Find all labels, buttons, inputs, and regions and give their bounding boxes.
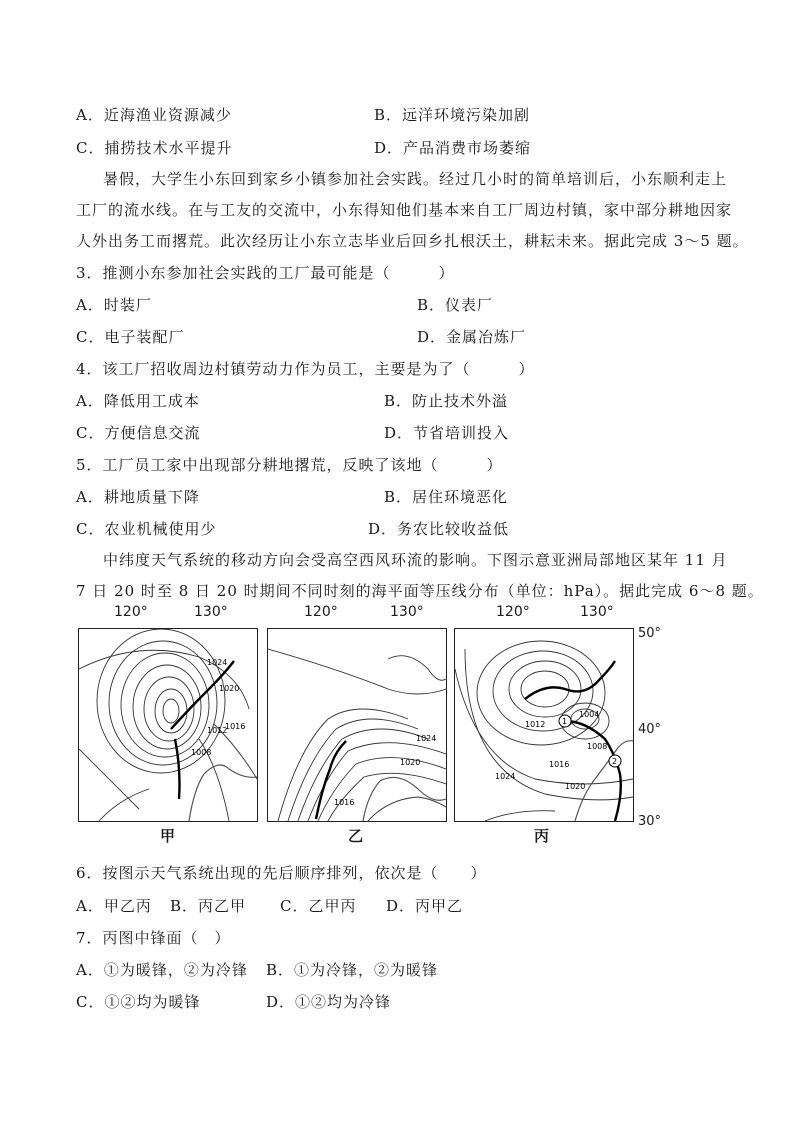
iso-jia-1008: 1008 [191, 748, 212, 757]
q5-stem: 5．工厂员工家中出现部分耕地撂荒，反映了该地（ ） [76, 456, 503, 474]
lat-label-40: 40° [638, 722, 662, 737]
q4-option-a[interactable]: A．降低用工成本 [76, 392, 200, 410]
q5-option-d[interactable]: D．务农比较收益低 [368, 520, 510, 538]
front-mark-1: 1 [562, 717, 568, 726]
q6-stem: 6．按图示天气系统出现的先后顺序排列，依次是（ ） [76, 864, 487, 882]
panel-label-bing: 丙 [534, 827, 550, 845]
iso-yi-1016: 1016 [334, 798, 355, 807]
passage2-line1: 中纬度天气系统的移动方向会受高空西风环流的影响。下图示意亚洲局部地区某年 11 月 [103, 551, 728, 569]
q2-option-c[interactable]: C．捕捞技术水平提升 [76, 139, 233, 157]
q5-option-b[interactable]: B．居住环境恶化 [384, 488, 509, 506]
q7-option-d[interactable]: D．①②均为冷锋 [266, 993, 392, 1011]
q4-stem: 4．该工厂招收周边村镇劳动力作为员工，主要是为了（ ） [76, 360, 535, 378]
q4-option-b[interactable]: B．防止技术外溢 [384, 392, 509, 410]
panel-label-yi: 乙 [348, 827, 364, 845]
map-panel-jia [78, 628, 258, 822]
map-panel-bing [454, 628, 634, 822]
iso-bing-1020: 1020 [565, 782, 586, 791]
map-yi-svg [268, 629, 446, 821]
passage2-line2: 7 日 20 时至 8 日 20 时期间不同时刻的海平面等压线分布（单位：hPa）。据此完成 6～8 题。 [76, 582, 764, 600]
iso-bing-1008: 1008 [587, 742, 608, 751]
map-panel-yi [267, 628, 447, 822]
iso-yi-1020: 1020 [400, 758, 421, 767]
q2-option-b[interactable]: B．远洋环境污染加剧 [374, 106, 531, 124]
q5-option-c[interactable]: C．农业机械使用少 [76, 520, 217, 538]
isobar-figure [72, 604, 716, 848]
iso-yi-1024: 1024 [416, 734, 437, 743]
iso-jia-1024: 1024 [207, 658, 228, 667]
passage1-line2: 工厂的流水线。在与工友的交流中，小东得知他们基本来自工厂周边村镇，家中部分耕地因家 [76, 201, 733, 219]
iso-jia-1016: 1016 [225, 722, 246, 731]
q4-option-c[interactable]: C．方便信息交流 [76, 424, 201, 442]
panel-label-jia: 甲 [160, 827, 176, 845]
q7-stem: 7．丙图中锋面（ ） [76, 929, 231, 947]
passage1-line3: 人外出务工而撂荒。此次经历让小东立志毕业后回乡扎根沃土，耕耘未来。据此完成 3～5 题。 [76, 232, 749, 250]
q3-option-b[interactable]: B．仪表厂 [417, 296, 494, 314]
q3-option-a[interactable]: A．时装厂 [76, 296, 152, 314]
iso-bing-1012: 1012 [525, 720, 546, 729]
q6-option-b[interactable]: B．丙乙甲 [170, 897, 247, 915]
map-bing-svg [455, 629, 633, 821]
iso-jia-1020: 1020 [219, 684, 240, 693]
front-mark-2: 2 [612, 757, 618, 766]
q2-option-d[interactable]: D．产品消费市场萎缩 [374, 139, 532, 157]
q5-option-a[interactable]: A．耕地质量下降 [76, 488, 200, 506]
q7-option-a[interactable]: A．①为暖锋，②为冷锋 [76, 961, 248, 979]
q3-option-c[interactable]: C．电子装配厂 [76, 328, 185, 346]
lat-label-30: 30° [638, 814, 662, 829]
lon-label-120-jia: 120° [114, 604, 148, 620]
lat-label-50: 50° [638, 626, 662, 641]
iso-jia-1012: 1012 [207, 726, 228, 735]
q6-option-d[interactable]: D．丙甲乙 [386, 897, 464, 915]
q3-option-d[interactable]: D．金属冶炼厂 [417, 328, 527, 346]
lon-label-130-jia: 130° [194, 604, 228, 620]
lon-label-130-yi: 130° [390, 604, 424, 620]
q4-option-d[interactable]: D．节省培训投入 [384, 424, 510, 442]
q3-stem: 3．推测小东参加社会实践的工厂最可能是（ ） [76, 264, 455, 282]
map-jia-svg [79, 629, 257, 821]
q7-option-c[interactable]: C．①②均为暖锋 [76, 993, 201, 1011]
lon-label-120-bing: 120° [496, 604, 530, 620]
q6-option-c[interactable]: C．乙甲丙 [280, 897, 357, 915]
iso-bing-1004: 1004 [579, 710, 600, 719]
lon-label-120-yi: 120° [304, 604, 338, 620]
q2-option-a[interactable]: A．近海渔业资源减少 [76, 106, 232, 124]
iso-bing-1016: 1016 [549, 760, 570, 769]
passage1-line1: 暑假，大学生小东回到家乡小镇参加社会实践。经过几小时的简单培训后，小东顺利走上 [103, 170, 728, 188]
q7-option-b[interactable]: B．①为冷锋，②为暖锋 [266, 961, 439, 979]
q6-option-a[interactable]: A．甲乙丙 [76, 897, 152, 915]
iso-bing-1024: 1024 [495, 772, 516, 781]
lon-label-130-bing: 130° [580, 604, 614, 620]
